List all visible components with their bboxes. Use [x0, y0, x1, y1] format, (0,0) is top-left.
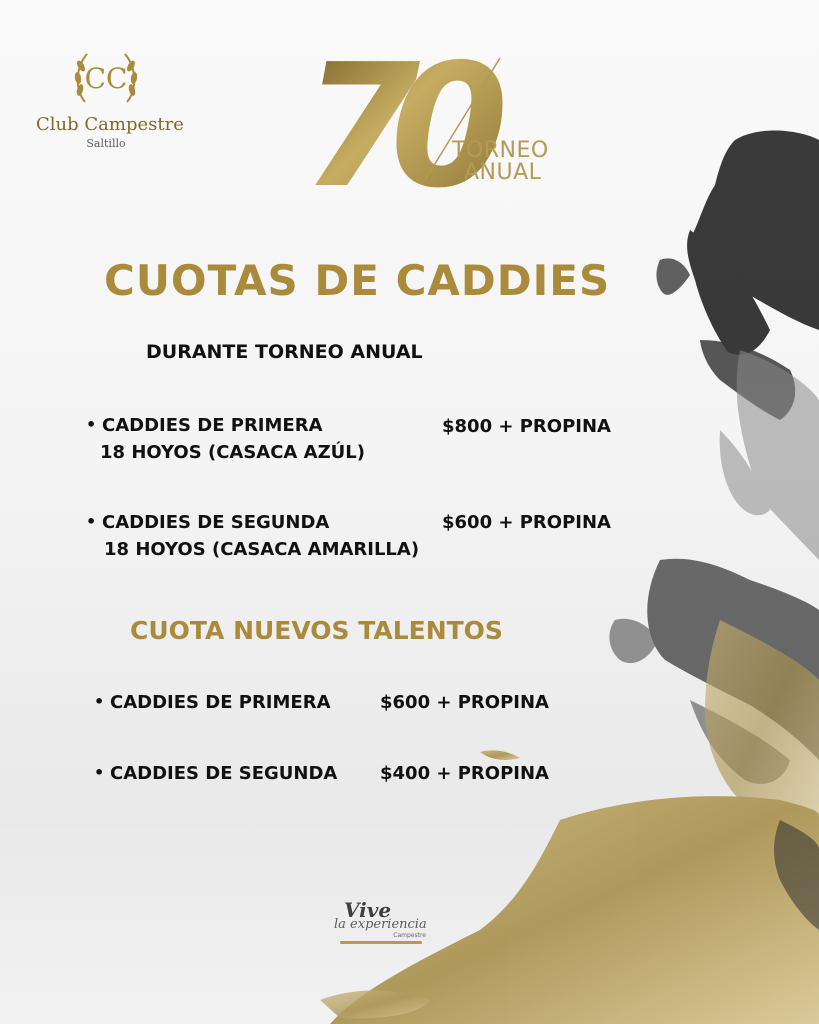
section1-item2-detail: 18 HOYOS (CASACA AMARILLA)	[104, 539, 420, 560]
vive-experiencia-logo	[334, 900, 444, 944]
section2-heading: CUOTA NUEVOS TALENTOS	[130, 616, 503, 645]
club-name: Club Campestre	[36, 114, 184, 135]
club-logo	[36, 44, 184, 150]
anniversary-line1: TORNEO	[452, 138, 549, 163]
page-title: CUOTAS DE CADDIES	[104, 256, 611, 305]
section1-item1-name: • CADDIES DE PRIMERA	[102, 415, 323, 436]
section2-item1-price: $600 + PROPINA	[380, 692, 549, 713]
section1-item1-price: $800 + PROPINA	[442, 416, 611, 437]
section1-item2-price: $600 + PROPINA	[442, 512, 611, 533]
section1-item1-detail: 18 HOYOS (CASACA AZÚL)	[100, 442, 365, 463]
section1-heading: DURANTE TORNEO ANUAL	[146, 341, 423, 363]
experiencia-word: la experiencia	[334, 917, 427, 932]
campestre-word: Campestre	[393, 932, 426, 939]
logo-monogram: CC	[84, 62, 128, 95]
laurel-monogram-icon	[71, 44, 141, 110]
section1-item2-name: • CADDIES DE SEGUNDA	[102, 512, 329, 533]
anniversary-line2: ANUAL	[464, 160, 542, 185]
section2-item1-name: • CADDIES DE PRIMERA	[110, 692, 331, 713]
club-location: Saltillo	[86, 137, 126, 150]
section2-item2-name: • CADDIES DE SEGUNDA	[110, 763, 337, 784]
vive-word: Vive	[344, 898, 392, 922]
section2-item2-price: $400 + PROPINA	[380, 763, 549, 784]
swoosh-decoration	[340, 941, 422, 944]
anniversary-number: 70	[302, 40, 479, 200]
